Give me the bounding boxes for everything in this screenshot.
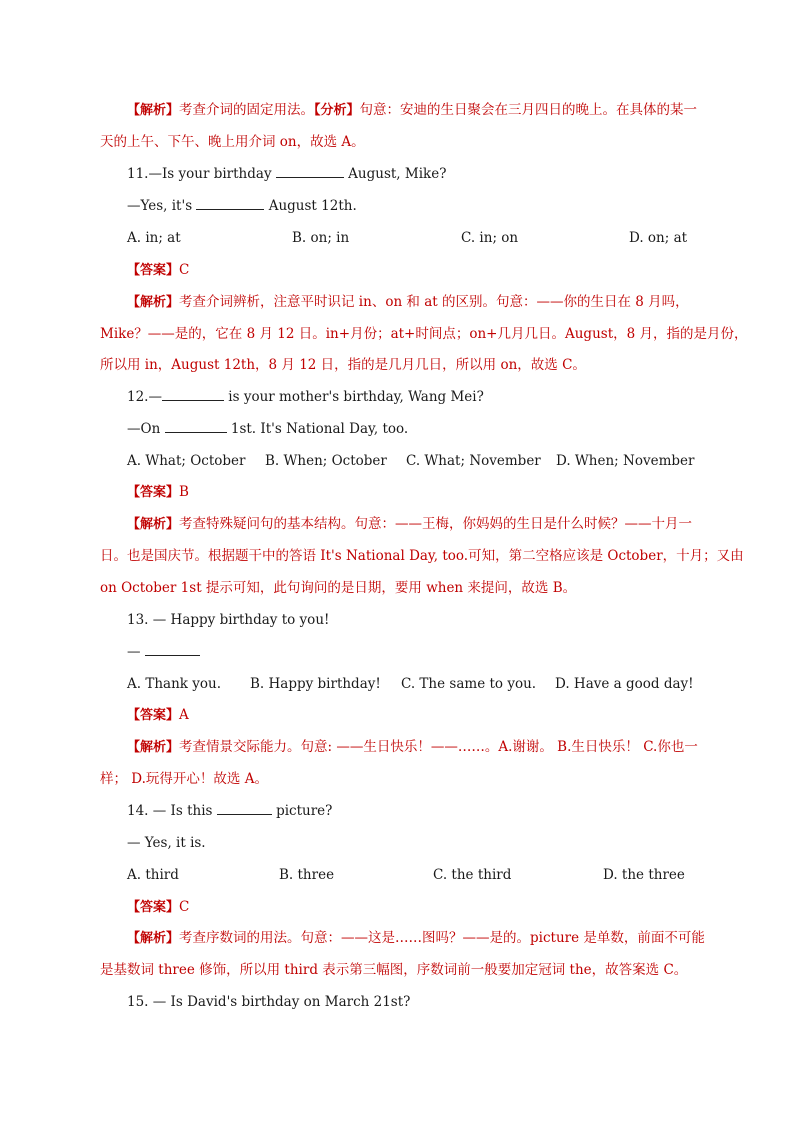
analysis-label: 【解析】	[127, 295, 180, 310]
q12-analysis-line-3: on October 1st 提示可知，此句询问的是日期，要用 when 来提问，故选 B。	[100, 580, 577, 596]
q13-reply	[127, 642, 200, 662]
q14-question	[127, 801, 332, 821]
option-c: C. What; November	[406, 453, 541, 469]
option-b: B. three	[279, 867, 335, 883]
q14-analysis-line-1	[127, 928, 705, 949]
q12-analysis-line-1	[127, 514, 692, 535]
option-c: C. The same to you.	[401, 676, 537, 692]
analysis-label: 【解析】	[127, 517, 180, 532]
question-text: 11.—Is your birthday	[127, 166, 272, 182]
answer-blank	[217, 801, 272, 815]
answer-label: 【答案】	[127, 708, 180, 723]
answer-label: 【答案】	[127, 263, 180, 278]
option-d: D. the three	[603, 867, 685, 883]
answer-value: C	[179, 899, 190, 915]
q11-analysis-line-2: Mike？——是的，它在 8 月 12 日。in+月份；at+时间点；on+几月几日。August，8 月，指的是月份，	[100, 326, 748, 342]
reply-text: August 12th.	[268, 198, 357, 214]
answer-blank	[196, 196, 264, 210]
q14-reply: — Yes, it is.	[127, 835, 206, 851]
analysis-label: 【解析】	[127, 103, 180, 118]
question-text: August, Mike?	[348, 166, 447, 182]
option-d: D. on; at	[629, 230, 688, 246]
reply-text: —	[127, 644, 141, 660]
fenxi-label: 【分析】	[314, 103, 360, 118]
analysis-text: 考查情景交际能力。句意: ——生日快乐！——……。A.谢谢。 B.生日快乐！ C.你也一	[179, 739, 698, 755]
option-a: A. What; October	[127, 453, 246, 469]
q11-analysis-line-1	[127, 292, 689, 313]
reply-text: —Yes, it's	[127, 198, 193, 214]
analysis-text: 考查序数词的用法。句意：——这是……图吗？——是的。picture 是单数，前面不可能	[179, 930, 705, 946]
q11-reply	[127, 196, 357, 216]
q12-reply	[127, 419, 408, 439]
q10-analysis-line-2: 天的上午、下午、晚上用介词 on，故选 A。	[100, 134, 365, 150]
option-d: D. When; November	[556, 453, 695, 469]
q11-question	[127, 164, 446, 184]
q13-analysis-line-2: 样； D.玩得开心！故选 A。	[100, 771, 268, 787]
q13-analysis-line-1	[127, 737, 698, 758]
q12-question	[127, 387, 484, 407]
question-text: 14. — Is this	[127, 803, 213, 819]
analysis-label: 【解析】	[127, 931, 180, 946]
q11-answer	[127, 260, 189, 281]
answer-label: 【答案】	[127, 485, 180, 500]
question-text: is your mother's birthday, Wang Mei?	[228, 389, 484, 405]
analysis-text: 考查介词辨析，注意平时识记 in、on 和 at 的区别。句意：——你的生日在 8 月吗，	[179, 294, 689, 310]
question-text: picture?	[276, 803, 333, 819]
question-text: 12.—	[127, 389, 162, 405]
q12-analysis-line-2: 日。也是国庆节。根据题干中的答语 It's National Day, too.可知，第二空格应该是 October，十月；又由	[100, 548, 744, 564]
option-a: A. third	[127, 867, 179, 883]
answer-value: B	[179, 484, 189, 500]
answer-value: A	[179, 707, 189, 723]
answer-value: C	[179, 262, 190, 278]
reply-text: 1st. It's National Day, too.	[230, 421, 409, 437]
option-c: C. the third	[433, 867, 512, 883]
analysis-text: 句意：安迪的生日聚会在三月四日的晚上。在具体的某一	[359, 102, 698, 118]
option-d: D. Have a good day!	[555, 676, 694, 692]
option-a: A. in; at	[127, 230, 181, 246]
q15-question: 15. — Is David's birthday on March 21st?	[127, 994, 411, 1010]
q11-analysis-line-3: 所以用 in，August 12th，8 月 12 日，指的是几月几日，所以用 on，故选 C。	[100, 357, 586, 373]
option-b: B. on; in	[292, 230, 350, 246]
analysis-text: 考查特殊疑问句的基本结构。句意：——王梅，你妈妈的生日是什么时候？——十月一	[179, 516, 693, 532]
analysis-label: 【解析】	[127, 740, 180, 755]
answer-label: 【答案】	[127, 900, 180, 915]
q10-analysis-line-1	[127, 100, 697, 121]
q13-answer	[127, 705, 189, 726]
answer-blank	[276, 164, 344, 178]
q12-answer	[127, 482, 189, 503]
q14-analysis-line-2: 是基数词 three 修饰，所以用 third 表示第三幅图，序数词前一般要加定冠词 the，故答案选 C。	[100, 962, 688, 978]
answer-blank	[162, 387, 224, 401]
q13-question: 13. — Happy birthday to you!	[127, 612, 330, 628]
q14-answer	[127, 897, 189, 918]
option-a: A. Thank you.	[127, 676, 221, 692]
option-b: B. When; October	[265, 453, 387, 469]
option-c: C. in; on	[461, 230, 519, 246]
option-b: B. Happy birthday!	[250, 676, 381, 692]
answer-blank	[145, 642, 200, 656]
answer-blank	[165, 419, 227, 433]
reply-text: —On	[127, 421, 161, 437]
analysis-text: 考查介词的固定用法。	[179, 102, 315, 118]
